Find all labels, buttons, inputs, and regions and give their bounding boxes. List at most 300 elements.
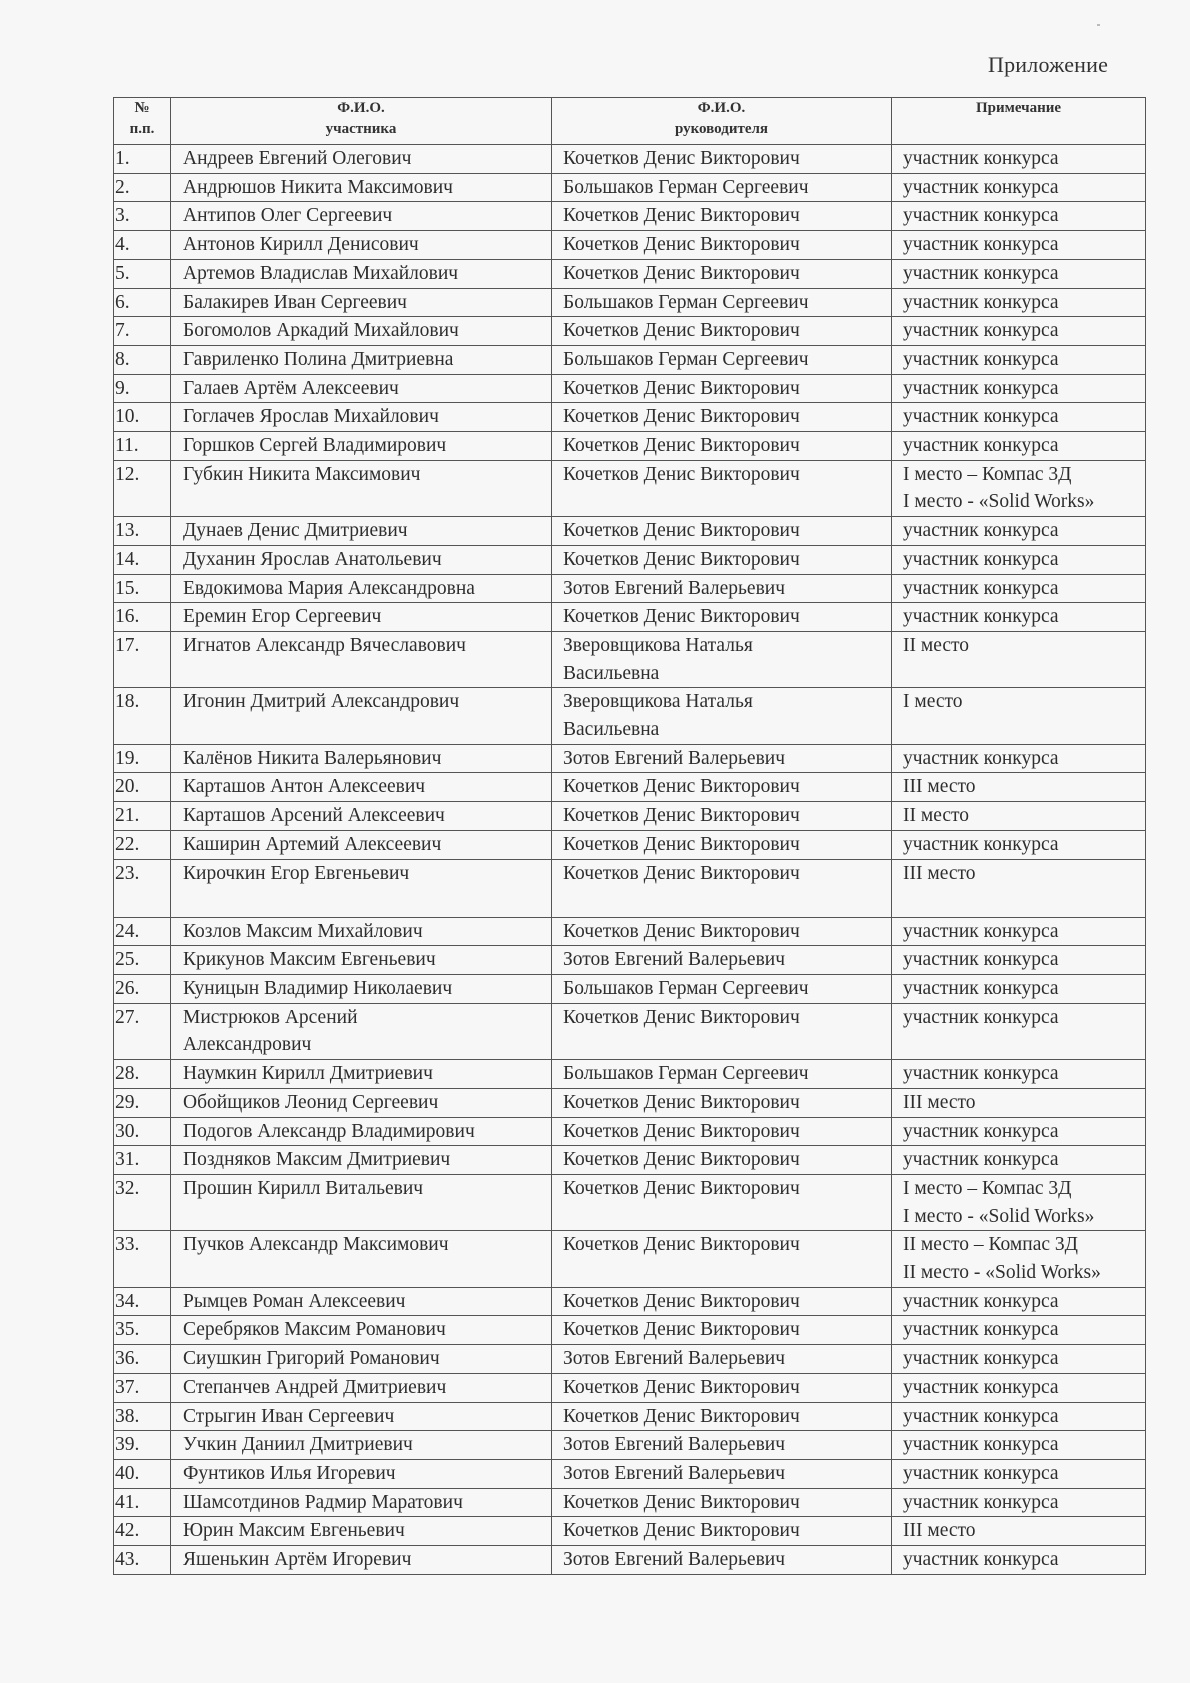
row-note-line: участник конкурса [903,377,1059,399]
leader-name-line: Зверовщикова Наталья [563,691,753,713]
row-note-line: участник конкурса [903,1290,1059,1312]
table-row [114,744,1146,773]
leader-name-line: Большаков Герман Сергеевич [563,176,809,198]
row-number-text: 38. [115,1405,140,1427]
participant-name [171,1459,552,1488]
leader-name-line: Зотов Евгений Валерьевич [563,577,786,599]
participant-name-line: Дунаев Денис Дмитриевич [183,520,408,542]
row-note [892,1517,1146,1546]
participant-name [171,345,552,374]
header-number-line-1: № [134,100,150,116]
leader-name-line: Кочетков Денис Викторович [563,1177,800,1199]
row-number [114,1231,171,1287]
leader-name [552,1088,892,1117]
leader-name-line: Большаков Герман Сергеевич [563,291,809,313]
row-note [892,345,1146,374]
leader-name [552,1146,892,1175]
table-row [114,545,1146,574]
row-number [114,1402,171,1431]
participant-name [171,1316,552,1345]
row-note-line: участник конкурса [903,435,1059,457]
row-number [114,202,171,231]
leader-name-line: Кочетков Денис Викторович [563,520,800,542]
row-number-text: 43. [115,1549,140,1571]
table-row [114,403,1146,432]
leader-name [552,631,892,687]
row-number [114,1003,171,1059]
participant-name [171,1373,552,1402]
row-note [892,1316,1146,1345]
participant-name-line: Пучков Александр Максимович [183,1234,449,1256]
leader-name-line: Зотов Евгений Валерьевич [563,1462,786,1484]
row-note [892,288,1146,317]
row-number-text: 26. [115,977,140,999]
header-participant-line-1: Ф.И.О. [337,100,385,116]
row-note-line: участник конкурса [903,1149,1059,1171]
table-row [114,802,1146,831]
header-participant-line-2: участника [325,121,397,137]
leader-name-line: Кочетков Денис Викторович [563,1319,800,1341]
row-number-text: 8. [115,348,130,370]
leader-name-line: Кочетков Денис Викторович [563,205,800,227]
leader-name-line: Зотов Евгений Валерьевич [563,1434,786,1456]
leader-name-line: Кочетков Денис Викторович [563,548,800,570]
row-note-line: участник конкурса [903,262,1059,284]
table-row [114,574,1146,603]
participant-name [171,830,552,859]
participant-name [171,1402,552,1431]
participant-name [171,231,552,260]
row-note-line: I место – Компас 3Д [903,1177,1072,1199]
table-row [114,1431,1146,1460]
leader-name [552,603,892,632]
leader-name-line: Кочетков Денис Викторович [563,463,800,485]
row-note [892,403,1146,432]
row-note [892,974,1146,1003]
table-row [114,231,1146,260]
leader-name [552,231,892,260]
participant-name-line: Богомолов Аркадий Михайлович [183,320,459,342]
row-number-text: 13. [115,520,140,542]
participant-name [171,173,552,202]
participant-name [171,603,552,632]
leader-name [552,802,892,831]
row-note [892,1088,1146,1117]
participant-name [171,744,552,773]
row-note-line: участник конкурса [903,833,1059,855]
row-note [892,173,1146,202]
participant-name-line: Сиушкин Григорий Романович [183,1348,440,1370]
participant-name-line: Губкин Никита Максимович [183,463,421,485]
row-note-line: участник конкурса [903,1348,1059,1370]
leader-name-line: Зотов Евгений Валерьевич [563,747,786,769]
participant-name-line: Степанчев Андрей Дмитриевич [183,1376,447,1398]
row-note [892,1488,1146,1517]
row-note-line: II место [903,634,970,656]
row-note-line: участник конкурса [903,1120,1059,1142]
participant-name-line: Мистрюков Арсений [183,1006,358,1028]
row-note [892,460,1146,516]
row-note-line: участник конкурса [903,747,1059,769]
participant-name [171,517,552,546]
participant-name [171,1517,552,1546]
participant-name-line: Юрин Максим Евгеньевич [183,1520,405,1542]
row-number-text: 33. [115,1234,140,1256]
row-note-line: участник конкурса [903,606,1059,628]
row-note-line: участник конкурса [903,1006,1059,1028]
row-number [114,688,171,744]
leader-name-line: Зотов Евгений Валерьевич [563,949,786,971]
participant-name [171,946,552,975]
row-note-line: участник конкурса [903,520,1059,542]
row-number-text: 36. [115,1348,140,1370]
row-note-line: участник конкурса [903,1549,1059,1571]
table-row [114,1459,1146,1488]
row-number [114,1373,171,1402]
leader-name [552,1517,892,1546]
participant-name [171,432,552,461]
leader-name-line: Кочетков Денис Викторович [563,320,800,342]
row-note-line: участник конкурса [903,977,1059,999]
row-number [114,545,171,574]
row-note [892,317,1146,346]
participant-name-line: Артемов Владислав Михайлович [183,262,459,284]
row-number [114,1287,171,1316]
header-number [114,98,171,145]
row-note-line: участник конкурса [903,291,1059,313]
row-number-text: 32. [115,1177,140,1199]
participant-name-line: Еремин Егор Сергеевич [183,606,382,628]
table-row [114,173,1146,202]
participant-name-line: Антипов Олег Сергеевич [183,205,393,227]
row-number-text: 10. [115,406,140,428]
participant-name [171,1431,552,1460]
table-row [114,1488,1146,1517]
leader-name-line: Большаков Герман Сергеевич [563,977,809,999]
row-number [114,173,171,202]
participant-name [171,145,552,174]
participant-name [171,460,552,516]
row-note [892,1117,1146,1146]
row-note [892,1345,1146,1374]
row-number [114,744,171,773]
row-note [892,145,1146,174]
row-number [114,802,171,831]
row-number [114,1117,171,1146]
table-header-row [114,98,1146,145]
row-number [114,432,171,461]
participant-name [171,688,552,744]
table-row [114,773,1146,802]
row-number-text: 2. [115,176,130,198]
table-row [114,317,1146,346]
row-note [892,631,1146,687]
leader-name [552,1174,892,1230]
leader-name-line: Большаков Герман Сергеевич [563,348,809,370]
participant-name [171,374,552,403]
row-number-text: 4. [115,234,130,256]
participant-name [171,1345,552,1374]
row-number [114,259,171,288]
table-row [114,1231,1146,1287]
row-note-line: участник конкурса [903,348,1059,370]
header-participant [171,98,552,145]
table-row [114,1060,1146,1089]
row-note-line: III место [903,1520,976,1542]
header-leader-line-1: Ф.И.О. [697,100,746,116]
row-number [114,773,171,802]
row-note-line: участник конкурса [903,406,1059,428]
row-note [892,231,1146,260]
table-row [114,202,1146,231]
header-leader [552,98,892,145]
participant-name-line: Карташов Арсений Алексеевич [183,805,445,827]
participant-name [171,288,552,317]
table-row [114,688,1146,744]
row-number [114,631,171,687]
leader-name-line: Кочетков Денис Викторович [563,1091,800,1113]
participant-name-line: Духанин Ярослав Анатольевич [183,548,442,570]
row-note [892,859,1146,917]
row-number [114,403,171,432]
participant-name-line: Прошин Кирилл Витальевич [183,1177,424,1199]
participant-name [171,1146,552,1175]
row-note-line: участник конкурса [903,234,1059,256]
row-number-text: 17. [115,634,140,656]
leader-name [552,1117,892,1146]
table-row [114,859,1146,917]
participant-name [171,859,552,917]
participant-name-line: Игнатов Александр Вячеславович [183,634,466,656]
participant-name-line: Кирочкин Егор Евгеньевич [183,862,410,884]
row-number-text: 14. [115,548,140,570]
row-number-text: 41. [115,1491,140,1513]
leader-name-line: Кочетков Денис Викторович [563,1006,800,1028]
row-number [114,859,171,917]
participant-name-line: Поздняков Максим Дмитриевич [183,1149,451,1171]
row-note [892,432,1146,461]
leader-name-line: Зверовщикова Наталья [563,634,753,656]
participant-name-line: Яшенькин Артём Игоревич [183,1549,412,1571]
leader-name [552,259,892,288]
row-number-text: 30. [115,1120,140,1142]
participant-name-line: Антонов Кирилл Денисович [183,234,419,256]
row-number [114,1060,171,1089]
row-note-line: I место [903,691,963,713]
table-row [114,345,1146,374]
row-note [892,1431,1146,1460]
row-note-line: II место – Компас 3Д [903,1234,1078,1256]
leader-name [552,744,892,773]
row-note [892,1060,1146,1089]
row-note-line: III место [903,862,976,884]
leader-name [552,1060,892,1089]
leader-name-line: Васильевна [563,719,660,741]
row-number-text: 20. [115,776,140,798]
row-note [892,259,1146,288]
table-row [114,917,1146,946]
participant-name [171,1117,552,1146]
leader-name [552,574,892,603]
leader-name-line: Зотов Евгений Валерьевич [563,1549,786,1571]
table-row [114,460,1146,516]
participant-name [171,1088,552,1117]
participant-name-line: Подогов Александр Владимирович [183,1120,475,1142]
participant-name [171,403,552,432]
leader-name [552,1373,892,1402]
row-number [114,317,171,346]
row-number [114,603,171,632]
leader-name-line: Кочетков Денис Викторович [563,1149,800,1171]
table-row [114,1316,1146,1345]
leader-name-line: Большаков Герман Сергеевич [563,1063,809,1085]
row-note [892,1146,1146,1175]
row-number-text: 6. [115,291,130,313]
leader-name [552,1488,892,1517]
row-note-line: I место – Компас 3Д [903,463,1072,485]
row-note-line: участник конкурса [903,148,1059,169]
participant-name [171,1546,552,1575]
table-row [114,1117,1146,1146]
leader-name-line: Кочетков Денис Викторович [563,776,800,798]
row-note-line: III место [903,1091,976,1113]
participant-name-line: Стрыгин Иван Сергеевич [183,1405,395,1427]
leader-name-line: Кочетков Денис Викторович [563,1376,800,1398]
participant-name-line: Горшков Сергей Владимирович [183,435,447,457]
row-number [114,1488,171,1517]
table-row [114,1287,1146,1316]
row-number-text: 21. [115,805,140,827]
leader-name [552,917,892,946]
table-row [114,1003,1146,1059]
leader-name-line: Зотов Евгений Валерьевич [563,1348,786,1370]
table-row [114,974,1146,1003]
row-note [892,517,1146,546]
leader-name-line: Кочетков Денис Викторович [563,805,800,827]
table-row [114,288,1146,317]
leader-name [552,1345,892,1374]
table-row [114,1174,1146,1230]
leader-name [552,1316,892,1345]
row-note-line: участник конкурса [903,1405,1059,1427]
participant-name-line: Андрюшов Никита Максимович [183,176,453,198]
leader-name [552,1402,892,1431]
table-row [114,1402,1146,1431]
row-number [114,830,171,859]
table-row [114,1546,1146,1575]
row-number-text: 29. [115,1091,140,1113]
row-number [114,517,171,546]
participant-name [171,773,552,802]
row-note [892,545,1146,574]
leader-name [552,1231,892,1287]
table-row [114,1517,1146,1546]
appendix-label: Приложение [988,52,1109,77]
leader-name [552,1546,892,1575]
participant-name [171,317,552,346]
row-number [114,374,171,403]
leader-name-line: Кочетков Денис Викторович [563,1520,800,1542]
table-row [114,603,1146,632]
leader-name-line: Кочетков Денис Викторович [563,1290,800,1312]
leader-name-line: Кочетков Денис Викторович [563,862,800,884]
row-note [892,917,1146,946]
leader-name [552,345,892,374]
row-number [114,1088,171,1117]
participant-name-line: Гавриленко Полина Дмитриевна [183,348,454,370]
row-number [114,574,171,603]
participant-name-line: Балакирев Иван Сергеевич [183,291,407,313]
row-number-text: 37. [115,1376,140,1398]
row-number-text: 11. [115,435,139,457]
leader-name-line: Кочетков Денис Викторович [563,262,800,284]
participant-name-line: Андреев Евгений Олегович [183,148,412,169]
row-number [114,1146,171,1175]
row-note-line: I место - «Solid Works» [903,491,1095,513]
participant-name-line: Карташов Антон Алексеевич [183,776,426,798]
leader-name-line: Кочетков Денис Викторович [563,1234,800,1256]
leader-name [552,460,892,516]
row-note-line: участник конкурса [903,577,1059,599]
participant-name-line: Наумкин Кирилл Дмитриевич [183,1063,433,1085]
leader-name [552,317,892,346]
table-body [114,145,1146,1575]
table-row [114,517,1146,546]
row-note-line: участник конкурса [903,1491,1059,1513]
row-number [114,145,171,174]
row-note-line: участник конкурса [903,1063,1059,1085]
row-number-text: 1. [115,148,130,169]
row-note [892,946,1146,975]
participant-name [171,1488,552,1517]
row-number-text: 25. [115,949,140,971]
row-note-line: участник конкурса [903,1462,1059,1484]
row-note [892,1402,1146,1431]
row-number-text: 22. [115,833,140,855]
row-note-line: участник конкурса [903,1319,1059,1341]
row-note-line: участник конкурса [903,320,1059,342]
row-number-text: 7. [115,320,130,342]
leader-name [552,1287,892,1316]
leader-name [552,946,892,975]
row-number [114,1459,171,1488]
leader-name-line: Кочетков Денис Викторович [563,833,800,855]
participant-name [171,917,552,946]
leader-name-line: Кочетков Денис Викторович [563,1405,800,1427]
participant-name-line: Обойщиков Леонид Сергеевич [183,1091,439,1113]
participant-name [171,1060,552,1089]
row-number [114,1345,171,1374]
participant-name-line: Игонин Дмитрий Александрович [183,691,460,713]
row-note-line: участник конкурса [903,949,1059,971]
row-number-text: 28. [115,1063,140,1085]
row-note-line: участник конкурса [903,1434,1059,1456]
leader-name [552,173,892,202]
row-note-line: I место - «Solid Works» [903,1205,1095,1227]
leader-name-line: Васильевна [563,662,660,684]
row-number [114,974,171,1003]
leader-name [552,374,892,403]
participant-name-line: Козлов Максим Михайлович [183,920,423,942]
row-number [114,1517,171,1546]
row-number [114,460,171,516]
row-note [892,802,1146,831]
leader-name [552,1459,892,1488]
row-note-line: участник конкурса [903,920,1059,942]
header-note [892,98,1146,145]
row-number-text: 16. [115,606,140,628]
row-note-line: II место [903,805,970,827]
